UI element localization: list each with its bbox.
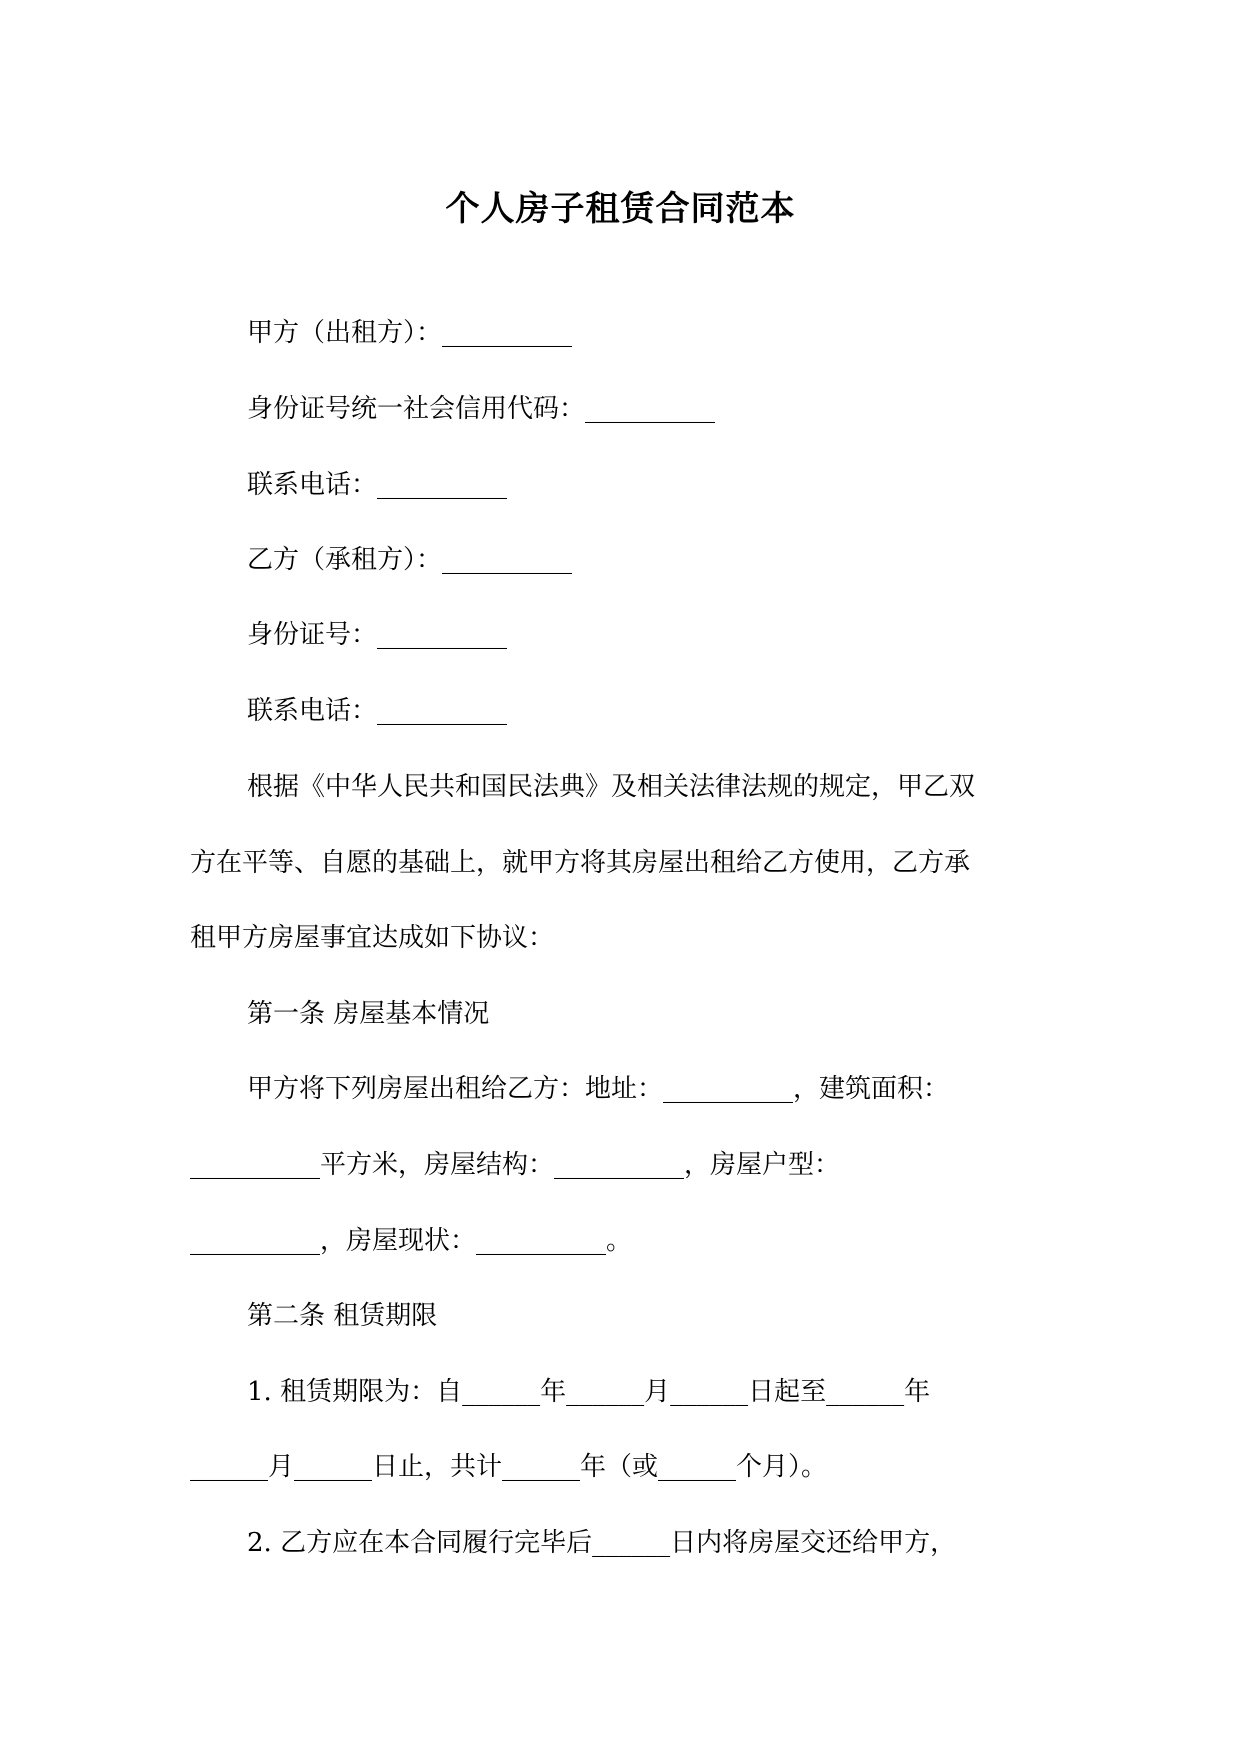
lessor-phone-line: 联系电话：__________ [247, 470, 508, 500]
article-1-line-1: 甲方将下列房屋出租给乙方：地址：__________，建筑面积： [247, 1074, 950, 1104]
lessee-id-line: 身份证号：__________ [247, 620, 508, 650]
article-1-line-2: __________平方米，房屋结构：__________，房屋户型： [190, 1150, 841, 1180]
preamble-line-3: 租甲方房屋事宜达成如下协议： [190, 923, 555, 953]
preamble-line-2: 方在平等、自愿的基础上，就甲方将其房屋出租给乙方使用，乙方承 [190, 848, 971, 878]
preamble-line-1: 根据《中华人民共和国民法典》及相关法律法规的规定，甲乙双 [247, 772, 976, 802]
article-2-heading: 第二条 租赁期限 [247, 1301, 438, 1331]
article-2-item-1-line-1: 1. 租赁期限为：自______年______月______日起至______年 [247, 1377, 931, 1407]
article-2-item-1-line-2: ______月______日止，共计______年（或______个月）。 [190, 1452, 828, 1482]
document-title: 个人房子租赁合同范本 [445, 189, 796, 229]
article-1-heading: 第一条 房屋基本情况 [247, 999, 490, 1029]
lessor-id-line: 身份证号统一社会信用代码：__________ [247, 394, 716, 424]
article-2-item-2-line-1: 2. 乙方应在本合同履行完毕后______日内将房屋交还给甲方， [247, 1528, 957, 1558]
lessee-name-line: 乙方（承租方）：__________ [247, 545, 573, 575]
lessee-phone-line: 联系电话：__________ [247, 696, 508, 726]
article-1-line-3: __________，房屋现状：__________。 [190, 1226, 633, 1256]
lessor-name-line: 甲方（出租方）：__________ [247, 318, 573, 348]
